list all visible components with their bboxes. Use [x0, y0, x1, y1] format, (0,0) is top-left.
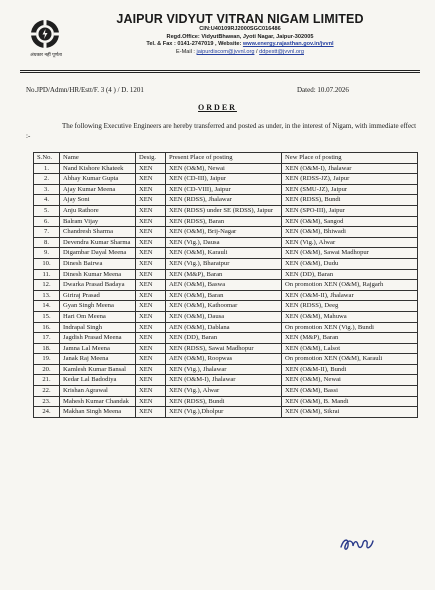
cell-name: Ajay Kumar Meena: [60, 184, 136, 195]
cell-name: Abhay Kumar Gupta: [60, 174, 136, 185]
cell-sno: 21.: [34, 375, 60, 386]
col-header-present: Present Place of posting: [166, 153, 282, 164]
cell-name: Jagdish Prasad Meena: [60, 333, 136, 344]
cell-desig: XEN: [136, 248, 166, 259]
cell-present-posting: XEN (RDSS) under SE (RDSS), Jaipur: [166, 205, 282, 216]
cell-new-posting: XEN (O&M-I), Jhalawar: [282, 163, 418, 174]
cell-present-posting: XEN (O&M), Dausa: [166, 311, 282, 322]
cell-desig: XEN: [136, 205, 166, 216]
email-line: [90, 49, 390, 57]
table-row: [34, 195, 418, 206]
cell-sno: 16.: [34, 322, 60, 333]
tel-website-line: [90, 41, 390, 49]
cell-desig: XEN: [136, 333, 166, 344]
cell-sno: 20.: [34, 364, 60, 375]
cell-desig: XEN: [136, 184, 166, 195]
cell-desig: XEN: [136, 258, 166, 269]
table-row: [34, 280, 418, 291]
cell-name: Indrapal Singh: [60, 322, 136, 333]
cell-present-posting: XEN (Vig.), Alwar: [166, 386, 282, 397]
signature-icon: [338, 532, 376, 554]
cell-sno: 5.: [34, 205, 60, 216]
cell-present-posting: XEN (RDSS), Jhalawar: [166, 195, 282, 206]
cell-desig: XEN: [136, 174, 166, 185]
cell-present-posting: XEN (RDSS), Sawai Madhopur: [166, 343, 282, 354]
table-row: [34, 227, 418, 238]
cell-sno: 17.: [34, 333, 60, 344]
cell-sno: 4.: [34, 195, 60, 206]
cell-desig: XEN: [136, 280, 166, 291]
cell-new-posting: On promotion XEN (O&M), Rajgarh: [282, 280, 418, 291]
cell-new-posting: XEN (DD), Baran: [282, 269, 418, 280]
cell-new-posting: XEN (O&M), Sangod: [282, 216, 418, 227]
cell-name: Hari Om Meena: [60, 311, 136, 322]
cell-new-posting: XEN (O&M), Dudu: [282, 258, 418, 269]
cell-desig: XEN: [136, 364, 166, 375]
cell-sno: 24.: [34, 407, 60, 418]
cell-desig: XEN: [136, 290, 166, 301]
transfer-table: [33, 152, 418, 418]
cell-sno: 3.: [34, 184, 60, 195]
cell-new-posting: XEN (O&M), Sikrai: [282, 407, 418, 418]
table-row: [34, 163, 418, 174]
org-name: JAIPUR VIDYUT VITRAN NIGAM LIMITED: [116, 12, 364, 26]
cell-desig: XEN: [136, 216, 166, 227]
cell-desig: XEN: [136, 386, 166, 397]
cell-name: Giriraj Prasad: [60, 290, 136, 301]
cell-present-posting: AEN (O&M), Dablana: [166, 322, 282, 333]
cell-present-posting: AEN (O&M), Roopwas: [166, 354, 282, 365]
cell-desig: XEN: [136, 322, 166, 333]
cell-new-posting: On promotion XEN (Vig.), Bundi: [282, 322, 418, 333]
cell-new-posting: On promotion XEN (O&M), Karauli: [282, 354, 418, 365]
table-row: [34, 322, 418, 333]
cell-name: Krishan Agrawal: [60, 386, 136, 397]
cell-sno: 19.: [34, 354, 60, 365]
table-header-row: [34, 153, 418, 164]
order-date: Dated: 10.07.2026: [297, 86, 349, 94]
cell-new-posting: XEN (M&P), Baran: [282, 333, 418, 344]
col-header-new: New Place of posting: [282, 153, 418, 164]
header-rule-2: [20, 72, 420, 73]
cell-present-posting: XEN (Vig.), Dausa: [166, 237, 282, 248]
cell-sno: 22.: [34, 386, 60, 397]
order-title: ORDER: [198, 103, 237, 112]
cell-present-posting: XEN (CD-VIII), Jaipur: [166, 184, 282, 195]
cell-sno: 10.: [34, 258, 60, 269]
cell-desig: XEN: [136, 195, 166, 206]
order-number: No.JPD/Admn/HR/Estt/F. 3 (4 ) / D. 1201: [26, 86, 144, 94]
letterhead: [90, 12, 390, 56]
table-row: [34, 237, 418, 248]
header-rule: [20, 70, 420, 71]
cell-sno: 14.: [34, 301, 60, 312]
cell-sno: 23.: [34, 396, 60, 407]
website-link[interactable]: www.energy.rajasthan.gov.in/jvvnl: [242, 41, 334, 48]
cell-sno: 7.: [34, 227, 60, 238]
cell-present-posting: XEN (CD-III), Jaipur: [166, 174, 282, 185]
cell-name: Nand Kishore Khateek: [60, 163, 136, 174]
cell-new-posting: XEN (SPO-III), Jaipur: [282, 205, 418, 216]
cell-new-posting: XEN (O&M), Lalsot: [282, 343, 418, 354]
table-row: [34, 290, 418, 301]
cell-sno: 13.: [34, 290, 60, 301]
cell-new-posting: XEN (RDSS), Bundi: [282, 195, 418, 206]
cell-desig: XEN: [136, 311, 166, 322]
cell-name: Gyan Singh Meena: [60, 301, 136, 312]
cell-present-posting: XEN (O&M-I), Jhalawar: [166, 375, 282, 386]
cell-new-posting: XEN (O&M), B. Mandi: [282, 396, 418, 407]
cell-sno: 6.: [34, 216, 60, 227]
cell-new-posting: XEN (SMU-JZ), Jaipur: [282, 184, 418, 195]
cell-name: Digambar Dayal Meena: [60, 248, 136, 259]
cell-present-posting: XEN (Vig.),Dholpur: [166, 407, 282, 418]
col-header-sno: S.No.: [34, 153, 60, 164]
table-row: [34, 396, 418, 407]
cell-desig: XEN: [136, 163, 166, 174]
cell-sno: 9.: [34, 248, 60, 259]
cell-desig: XEN: [136, 407, 166, 418]
cell-name: Ajay Soni: [60, 195, 136, 206]
table-row: [34, 375, 418, 386]
cell-present-posting: XEN (O&M), Karauli: [166, 248, 282, 259]
cell-present-posting: XEN (O&M), Brij-Nagar: [166, 227, 282, 238]
regd-office: Regd.Office: VidyutBhawan, Jyoti Nagar, Jaipur-302005: [166, 33, 314, 40]
table-row: [34, 386, 418, 397]
cell-sno: 11.: [34, 269, 60, 280]
table-row: [34, 333, 418, 344]
cell-new-posting: XEN (O&M-II), Bundi: [282, 364, 418, 375]
col-header-name: Name: [60, 153, 136, 164]
table-row: [34, 311, 418, 322]
cell-new-posting: XEN (RDSS), Deeg: [282, 301, 418, 312]
cell-present-posting: XEN (O&M), Kathoomar: [166, 301, 282, 312]
logo-caption: अंधकार नहीं पूर्णता: [30, 53, 62, 58]
cell-new-posting: XEN (RDSS-JZ), Jaipur: [282, 174, 418, 185]
cell-name: Kedar Lal Badodiya: [60, 375, 136, 386]
table-row: [34, 184, 418, 195]
cell-desig: XEN: [136, 354, 166, 365]
cell-name: Devendra Kumar Sharma: [60, 237, 136, 248]
cell-name: Dinesh Kumar Meena: [60, 269, 136, 280]
cell-desig: XEN: [136, 343, 166, 354]
table-row: [34, 343, 418, 354]
cell-name: Chandresh Sharma: [60, 227, 136, 238]
cell-present-posting: XEN (Vig.), Jhalawar: [166, 364, 282, 375]
cell-name: Anju Rathore: [60, 205, 136, 216]
cell-sno: 18.: [34, 343, 60, 354]
cell-new-posting: XEN (Vig.), Alwar: [282, 237, 418, 248]
tel-fax: Tel. & Fax : 0141-2747019 , Website:: [146, 41, 243, 48]
cell-present-posting: XEN (RDSS), Bundi: [166, 396, 282, 407]
intro-paragraph: The following Executive Engineers are hereby transferred and posted as under, in the interest of Nigam, with immediate effect :-: [26, 122, 417, 140]
cell-sno: 1.: [34, 163, 60, 174]
cell-name: Jamna Lal Meena: [60, 343, 136, 354]
cell-desig: XEN: [136, 301, 166, 312]
cell-name: Janak Raj Meena: [60, 354, 136, 365]
cell-present-posting: XEN (DD), Baran: [166, 333, 282, 344]
cell-sno: 12.: [34, 280, 60, 291]
jvvnl-logo-icon: [30, 19, 60, 49]
cell-sno: 8.: [34, 237, 60, 248]
table-row: [34, 269, 418, 280]
table-row: [34, 174, 418, 185]
cell-new-posting: XEN (O&M), Bassi: [282, 386, 418, 397]
cell-sno: 2.: [34, 174, 60, 185]
cell-present-posting: XEN (M&P), Baran: [166, 269, 282, 280]
cell-desig: XEN: [136, 269, 166, 280]
table-row: [34, 248, 418, 259]
cell-desig: XEN: [136, 227, 166, 238]
table-row: [34, 301, 418, 312]
email-link-2[interactable]: ddpestt@jvvnl.org: [259, 48, 304, 55]
email-prefix: E-Mail :: [176, 48, 197, 55]
cell-present-posting: XEN (O&M), Baran: [166, 290, 282, 301]
cell-desig: XEN: [136, 396, 166, 407]
cell-present-posting: XEN (O&M), Newai: [166, 163, 282, 174]
cell-new-posting: XEN (O&M-II), Jhalawar: [282, 290, 418, 301]
table-row: [34, 205, 418, 216]
cell-desig: XEN: [136, 237, 166, 248]
table-row: [34, 354, 418, 365]
table-row: [34, 258, 418, 269]
table-row: [34, 407, 418, 418]
cin-number: CIN:U40109RJ2000SGC016486: [199, 26, 281, 32]
cell-name: Balram Vijay: [60, 216, 136, 227]
cell-name: Dinesh Bairwa: [60, 258, 136, 269]
cell-name: Makhan Singh Meena: [60, 407, 136, 418]
cell-sno: 15.: [34, 311, 60, 322]
table-row: [34, 364, 418, 375]
cell-new-posting: XEN (O&M), Mahuwa: [282, 311, 418, 322]
cell-present-posting: XEN (Vig.), Bharatpur: [166, 258, 282, 269]
cell-name: Mahesh Kumar Chandak: [60, 396, 136, 407]
email-separator: /: [254, 48, 260, 55]
cell-name: Dwarka Prasad Badaya: [60, 280, 136, 291]
cell-name: Kamlesh Kumar Bansal: [60, 364, 136, 375]
cell-new-posting: XEN (O&M), Newai: [282, 375, 418, 386]
cell-new-posting: XEN (O&M), Sawai Madhopur: [282, 248, 418, 259]
email-link-1[interactable]: jaipurdiscom@jvvnl.org: [196, 48, 255, 55]
cell-present-posting: AEN (O&M), Baswa: [166, 280, 282, 291]
cell-desig: XEN: [136, 375, 166, 386]
table-row: [34, 216, 418, 227]
col-header-desig: Desig.: [136, 153, 166, 164]
cell-present-posting: XEN (RDSS), Baran: [166, 216, 282, 227]
cell-new-posting: XEN (O&M), Bhiwadi: [282, 227, 418, 238]
